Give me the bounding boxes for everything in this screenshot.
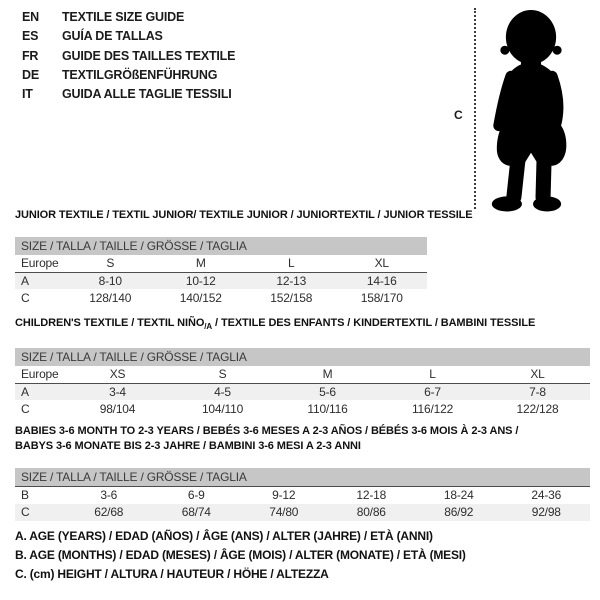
title-part: CHILDREN'S TEXTILE / TEXTIL NIÑO [15,317,205,329]
title-line-1: BABIES 3-6 MONTH TO 2-3 YEARS / BEBÉS 3-6 MESES A 2-3 AÑOS / BÉBÉS 3-6 MOIS À 2-3 ANS / [15,425,519,437]
size-cell: XS [65,366,170,383]
size-cell: 12-13 [246,272,337,289]
size-cell: 74/80 [240,504,328,521]
size-cell: 3-6 [100,488,118,503]
lang-label: GUÍA DE TALLAS [62,29,163,44]
table-row-height [15,289,427,306]
lang-code: IT [22,87,33,102]
size-cell: S [65,255,156,272]
lang-label: TEXTILGRÖßENFÜHRUNG [62,67,218,82]
table-row-age-months [15,487,590,504]
lang-row-fr [22,47,235,66]
babies-section-title [15,424,590,454]
size-cell: 92/98 [503,504,591,521]
lang-code: DE [22,67,39,82]
row-label: A [15,272,65,289]
row-label: C [21,290,30,305]
babies-textile-section [15,424,590,521]
row-label: Europe [15,366,65,383]
size-cell: L [246,255,337,272]
lang-row-es [22,27,235,46]
footnote-legend [15,527,466,584]
table-row-europe [15,255,427,272]
title-line-2: BABYS 3-6 MONATE BIS 2-3 JAHRE / BAMBINI 3-6 MESI A 2-3 ANNI [15,440,361,452]
size-cell: 128/140 [89,290,132,305]
lang-row-it [22,85,235,104]
size-cell: 14-16 [337,272,428,289]
size-cell: 152/158 [270,290,313,305]
size-cell: 6-7 [380,383,485,400]
measure-label-c: C [454,108,463,122]
lang-label: GUIDE DES TAILLES TEXTILE [62,48,236,63]
size-table-header: SIZE / TALLA / TAILLE / GRÖSSE / TAGLIA [15,348,590,366]
childrens-size-table [15,348,590,417]
footnote-c: C. (cm) HEIGHT / ALTURA / HAUTEUR / HÖHE / ALTEZZA [15,567,329,581]
size-cell: 140/152 [179,290,222,305]
size-cell: S [170,366,275,383]
size-cell: 18-24 [443,488,474,503]
size-cell: 7-8 [485,383,590,400]
lang-code: EN [22,10,39,24]
junior-textile-section [15,208,473,306]
height-measure-line [474,8,476,209]
size-cell: L [380,366,485,383]
footnote-b: B. AGE (MONTHS) / EDAD (MESES) / ÂGE (MOIS) / ALTER (MONATE) / ETÀ (MESI) [15,548,466,562]
size-cell: 6-9 [187,488,205,503]
size-cell: 68/74 [153,504,241,521]
size-cell: 122/128 [516,401,559,416]
size-cell: XL [337,255,428,272]
junior-size-table [15,237,427,306]
table-row-age [15,383,590,400]
size-cell: 80/86 [328,504,416,521]
size-cell: 86/92 [415,504,503,521]
row-label: A [15,383,65,400]
table-row-height [15,504,590,521]
size-cell: 4-5 [170,383,275,400]
lang-row-en [22,8,235,27]
lang-row-de [22,66,235,85]
language-list [22,8,235,104]
size-cell: 116/122 [411,401,454,416]
lang-label: GUIDA ALLE TAGLIE TESSILI [62,87,232,102]
row-label: C [15,504,65,521]
size-cell: M [275,366,380,383]
row-label: Europe [15,255,65,272]
lang-label: TEXTILE SIZE GUIDE [62,10,185,24]
footnote-a: A. AGE (YEARS) / EDAD (AÑOS) / ÂGE (ANS) / ALTER (JAHRE) / ETÀ (ANNI) [15,529,433,543]
babies-size-table [15,468,590,521]
size-cell: 62/68 [65,504,153,521]
title-subscript: /A [204,322,213,332]
row-label: B [21,488,29,503]
size-cell: 9-12 [272,488,296,503]
size-cell: M [156,255,247,272]
title-part: / TEXTILE DES ENFANTS / KINDERTEXTIL / BAMBINI TESSILE [212,317,536,329]
row-label: C [21,401,30,416]
junior-section-title: JUNIOR TEXTILE / TEXTIL JUNIOR/ TEXTILE JUNIOR / JUNIORTEXTIL / JUNIOR TESSILE [15,209,473,221]
table-row-height [15,400,590,417]
size-cell: 158/170 [360,290,403,305]
size-cell: 12-18 [356,488,387,503]
size-cell: 104/110 [201,401,244,416]
size-cell: 5-6 [275,383,380,400]
size-cell: 3-4 [65,383,170,400]
baby-silhouette-icon [483,7,580,213]
table-row-europe [15,366,590,383]
size-cell: 10-12 [156,272,247,289]
childrens-section-title [15,316,590,334]
size-cell: 110/116 [307,401,348,416]
lang-code: FR [22,48,39,63]
size-cell: 24-36 [531,488,562,503]
size-cell: XL [485,366,590,383]
size-table-header: SIZE / TALLA / TAILLE / GRÖSSE / TAGLIA [15,237,427,255]
size-table-header: SIZE / TALLA / TAILLE / GRÖSSE / TAGLIA [15,468,590,487]
childrens-textile-section [15,316,590,417]
size-guide-figure [452,5,587,217]
size-cell: 8-10 [65,272,156,289]
size-cell: 98/104 [99,401,136,416]
table-row-age [15,272,427,289]
lang-code: ES [22,29,39,44]
